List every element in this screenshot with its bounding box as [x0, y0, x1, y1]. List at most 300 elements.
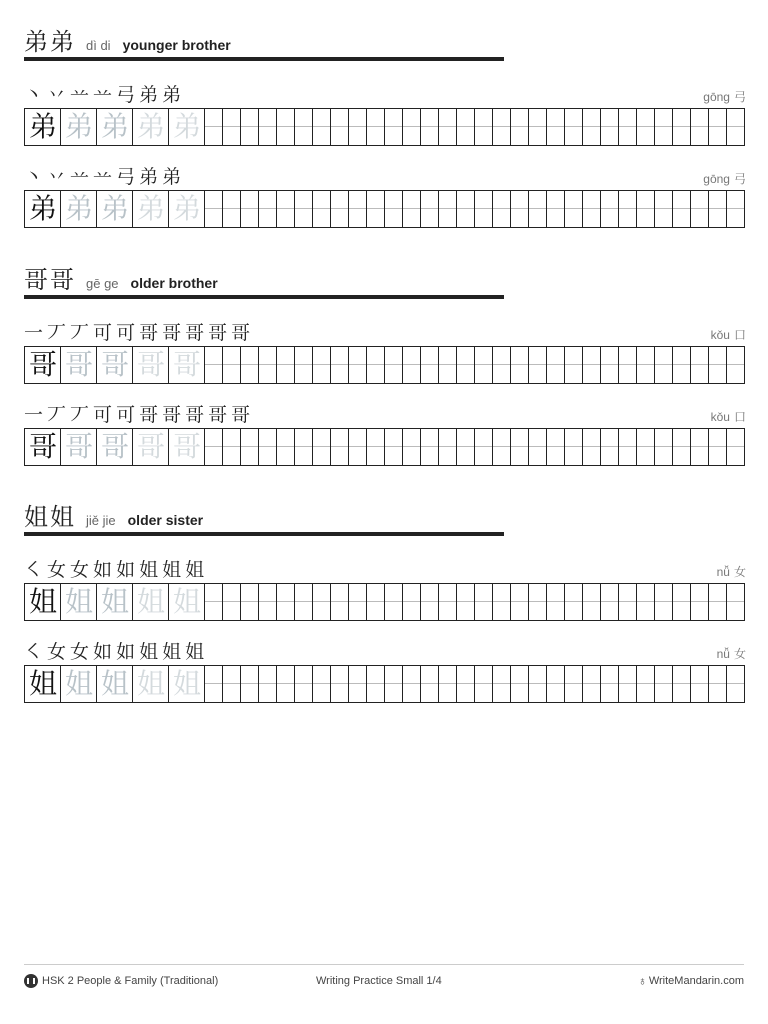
trace-cell[interactable] [133, 109, 169, 145]
stroke-step: 哥 [162, 321, 182, 344]
stroke-step: ㇛ [24, 640, 44, 663]
practice-cell[interactable] [673, 584, 691, 620]
radical-pinyin: nǚ [716, 565, 730, 579]
practice-cell[interactable] [313, 429, 331, 465]
practice-grid [24, 428, 745, 466]
trace-cell[interactable] [97, 666, 133, 702]
stroke-step: 女 [47, 640, 67, 663]
practice-cell[interactable] [601, 429, 619, 465]
trace-character: 哥 [172, 348, 201, 381]
stroke-step: 可 [116, 403, 136, 426]
practice-cell[interactable] [655, 191, 673, 227]
practice-cell[interactable] [259, 429, 277, 465]
practice-cell[interactable] [295, 191, 313, 227]
practice-cell[interactable] [439, 666, 457, 702]
practice-cell[interactable] [205, 109, 223, 145]
practice-cell[interactable] [367, 191, 385, 227]
practice-cell[interactable] [259, 191, 277, 227]
word-pinyin: dì di [86, 38, 111, 53]
trace-character: 哥 [64, 348, 93, 381]
practice-cell[interactable] [709, 584, 727, 620]
practice-cell[interactable] [385, 347, 403, 383]
practice-cell[interactable] [277, 191, 295, 227]
practice-cell[interactable] [547, 109, 565, 145]
practice-cell[interactable] [583, 109, 601, 145]
practice-cell[interactable] [727, 429, 745, 465]
stroke-step: 弓 [116, 83, 136, 106]
footer-divider [24, 964, 744, 965]
practice-cell[interactable] [457, 666, 475, 702]
trace-cell[interactable] [97, 347, 133, 383]
model-cell [25, 666, 61, 702]
practice-cell[interactable] [223, 109, 241, 145]
stroke-step: 如 [116, 558, 136, 581]
practice-cell[interactable] [385, 584, 403, 620]
model-cell [25, 347, 61, 383]
trace-cell[interactable] [133, 347, 169, 383]
stroke-step: 丶 [24, 165, 44, 188]
practice-cell[interactable] [259, 584, 277, 620]
stroke-step: 䒑 [70, 83, 90, 106]
practice-cell[interactable] [349, 109, 367, 145]
practice-cell[interactable] [511, 347, 529, 383]
practice-cell[interactable] [421, 584, 439, 620]
practice-cell[interactable] [331, 191, 349, 227]
practice-cell[interactable] [331, 666, 349, 702]
practice-cell[interactable] [439, 429, 457, 465]
practice-cell[interactable] [583, 584, 601, 620]
practice-cell[interactable] [277, 666, 295, 702]
practice-cell[interactable] [205, 584, 223, 620]
practice-cell[interactable] [691, 584, 709, 620]
practice-cell[interactable] [331, 429, 349, 465]
practice-cell[interactable] [637, 109, 655, 145]
practice-cell[interactable] [349, 584, 367, 620]
practice-cell[interactable] [385, 429, 403, 465]
footer-right [638, 974, 744, 988]
practice-grid [24, 665, 745, 703]
stroke-step: 丆 [70, 321, 90, 344]
practice-cell[interactable] [439, 191, 457, 227]
model-character: 哥 [28, 348, 57, 381]
practice-cell[interactable] [403, 191, 421, 227]
practice-cell[interactable] [367, 429, 385, 465]
practice-cell[interactable] [403, 347, 421, 383]
practice-cell[interactable] [691, 666, 709, 702]
stroke-step: 哥 [139, 403, 159, 426]
trace-cell[interactable] [169, 191, 205, 227]
word-header [24, 260, 218, 300]
practice-cell[interactable] [457, 584, 475, 620]
model-character: 哥 [28, 430, 57, 463]
practice-cell[interactable] [259, 109, 277, 145]
practice-cell[interactable] [241, 429, 259, 465]
practice-cell[interactable] [205, 347, 223, 383]
radical-pinyin: kǒu [710, 410, 730, 424]
practice-cell[interactable] [619, 191, 637, 227]
word-hanzi: 姐姐 [24, 503, 76, 531]
practice-cell[interactable] [709, 109, 727, 145]
practice-cell[interactable] [475, 191, 493, 227]
practice-cell[interactable] [511, 584, 529, 620]
practice-cell[interactable] [241, 347, 259, 383]
practice-cell[interactable] [673, 109, 691, 145]
model-character: 弟 [28, 110, 57, 143]
practice-cell[interactable] [709, 347, 727, 383]
trace-cell[interactable] [61, 429, 97, 465]
radical-pinyin: gōng [703, 90, 730, 104]
practice-cell[interactable] [583, 666, 601, 702]
practice-cell[interactable] [457, 347, 475, 383]
practice-cell[interactable] [583, 191, 601, 227]
radical-char: 女 [733, 565, 746, 579]
stroke-step: 如 [93, 558, 113, 581]
practice-cell[interactable] [565, 584, 583, 620]
trace-cell[interactable] [133, 666, 169, 702]
stroke-step: 一 [24, 321, 44, 344]
practice-cell[interactable] [367, 109, 385, 145]
practice-cell[interactable] [223, 191, 241, 227]
practice-cell[interactable] [511, 109, 529, 145]
word-hanzi: 哥哥 [24, 266, 76, 294]
practice-cell[interactable] [565, 191, 583, 227]
stroke-step: 丆 [47, 403, 67, 426]
practice-cell[interactable] [655, 666, 673, 702]
word-meaning: younger brother [122, 37, 231, 53]
practice-cell[interactable] [637, 429, 655, 465]
practice-cell[interactable] [367, 584, 385, 620]
practice-cell[interactable] [565, 429, 583, 465]
stroke-step: 如 [116, 640, 136, 663]
practice-cell[interactable] [475, 109, 493, 145]
practice-cell[interactable] [223, 584, 241, 620]
practice-cell[interactable] [565, 109, 583, 145]
practice-cell[interactable] [205, 666, 223, 702]
stroke-step: 弟 [139, 83, 159, 106]
practice-cell[interactable] [655, 429, 673, 465]
word-section [24, 22, 746, 232]
practice-cell[interactable] [241, 191, 259, 227]
radical-char: 弓 [733, 172, 746, 186]
practice-cell[interactable] [547, 429, 565, 465]
practice-cell[interactable] [421, 347, 439, 383]
practice-cell[interactable] [421, 429, 439, 465]
practice-cell[interactable] [475, 666, 493, 702]
practice-cell[interactable] [349, 191, 367, 227]
practice-cell[interactable] [475, 347, 493, 383]
practice-cell[interactable] [565, 347, 583, 383]
practice-cell[interactable] [493, 666, 511, 702]
stroke-step: 哥 [162, 403, 182, 426]
practice-cell[interactable] [259, 666, 277, 702]
practice-cell[interactable] [457, 109, 475, 145]
practice-cell[interactable] [439, 584, 457, 620]
trace-cell[interactable] [61, 666, 97, 702]
word-header [24, 22, 231, 62]
practice-cell[interactable] [223, 666, 241, 702]
practice-cell[interactable] [277, 429, 295, 465]
practice-cell[interactable] [727, 584, 745, 620]
stroke-step: 姐 [162, 640, 182, 663]
trace-cell[interactable] [97, 429, 133, 465]
practice-cell[interactable] [403, 429, 421, 465]
practice-cell[interactable] [349, 666, 367, 702]
practice-cell[interactable] [277, 584, 295, 620]
practice-cell[interactable] [691, 429, 709, 465]
practice-cell[interactable] [295, 429, 313, 465]
stroke-step: 哥 [139, 321, 159, 344]
practice-cell[interactable] [529, 191, 547, 227]
trace-cell[interactable] [97, 584, 133, 620]
trace-cell[interactable] [169, 429, 205, 465]
practice-cell[interactable] [493, 584, 511, 620]
practice-cell[interactable] [511, 666, 529, 702]
stroke-step: 丶 [24, 83, 44, 106]
practice-cell[interactable] [241, 584, 259, 620]
practice-cell[interactable] [421, 109, 439, 145]
practice-cell[interactable] [511, 191, 529, 227]
practice-cell[interactable] [385, 666, 403, 702]
footer-page-label: Writing Practice Small 1/4 [316, 975, 442, 987]
practice-cell[interactable] [637, 191, 655, 227]
practice-cell[interactable] [547, 666, 565, 702]
practice-cell[interactable] [565, 666, 583, 702]
practice-cell[interactable] [493, 429, 511, 465]
practice-cell[interactable] [529, 109, 547, 145]
practice-cell[interactable] [457, 191, 475, 227]
practice-cell[interactable] [241, 109, 259, 145]
radical-char: 女 [733, 647, 746, 661]
trace-cell[interactable] [133, 584, 169, 620]
practice-cell[interactable] [673, 666, 691, 702]
trace-cell[interactable] [169, 347, 205, 383]
stroke-step: 丆 [47, 321, 67, 344]
trace-character: 弟 [172, 192, 201, 225]
practice-cell[interactable] [295, 666, 313, 702]
practice-cell[interactable] [313, 347, 331, 383]
practice-cell[interactable] [349, 429, 367, 465]
trace-character: 姐 [64, 667, 93, 700]
model-cell [25, 584, 61, 620]
trace-cell[interactable] [97, 109, 133, 145]
stroke-step: 丆 [70, 403, 90, 426]
radical-pinyin: nǚ [716, 647, 730, 661]
practice-cell[interactable] [619, 109, 637, 145]
trace-character: 哥 [136, 430, 165, 463]
radical-char: 口 [733, 328, 746, 342]
practice-cell[interactable] [619, 584, 637, 620]
trace-cell[interactable] [97, 191, 133, 227]
practice-cell[interactable] [421, 666, 439, 702]
trace-character: 姐 [64, 585, 93, 618]
practice-cell[interactable] [367, 347, 385, 383]
stroke-step: 女 [70, 558, 90, 581]
practice-cell[interactable] [709, 191, 727, 227]
practice-cell[interactable] [547, 584, 565, 620]
practice-cell[interactable] [655, 584, 673, 620]
section-divider [24, 57, 504, 61]
practice-cell[interactable] [709, 666, 727, 702]
stroke-step: 可 [116, 321, 136, 344]
word-hanzi: 弟弟 [24, 28, 76, 56]
practice-cell[interactable] [403, 666, 421, 702]
practice-cell[interactable] [601, 347, 619, 383]
stroke-step: 䒑 [70, 165, 90, 188]
trace-cell[interactable] [61, 191, 97, 227]
trace-cell[interactable] [133, 191, 169, 227]
practice-cell[interactable] [529, 429, 547, 465]
practice-cell[interactable] [493, 191, 511, 227]
trace-cell[interactable] [169, 109, 205, 145]
practice-cell[interactable] [673, 347, 691, 383]
stroke-step: 可 [93, 321, 113, 344]
stroke-step: 哥 [208, 403, 228, 426]
practice-cell[interactable] [619, 347, 637, 383]
practice-cell[interactable] [583, 429, 601, 465]
practice-cell[interactable] [583, 347, 601, 383]
stroke-step: 哥 [185, 403, 205, 426]
practice-cell[interactable] [529, 666, 547, 702]
stroke-step: 䒑 [93, 165, 113, 188]
practice-cell[interactable] [601, 584, 619, 620]
trace-cell[interactable] [169, 666, 205, 702]
practice-cell[interactable] [421, 191, 439, 227]
practice-cell[interactable] [223, 347, 241, 383]
practice-cell[interactable] [385, 109, 403, 145]
trace-character: 姐 [172, 585, 201, 618]
practice-cell[interactable] [475, 584, 493, 620]
stroke-step: 弟 [139, 165, 159, 188]
practice-cell[interactable] [727, 347, 745, 383]
practice-cell[interactable] [439, 347, 457, 383]
practice-cell[interactable] [313, 191, 331, 227]
practice-cell[interactable] [295, 584, 313, 620]
stroke-step: 丷 [47, 83, 67, 106]
section-divider [24, 295, 504, 299]
practice-cell[interactable] [367, 666, 385, 702]
practice-cell[interactable] [529, 584, 547, 620]
stroke-order-row [24, 162, 185, 188]
practice-cell[interactable] [493, 109, 511, 145]
practice-cell[interactable] [691, 109, 709, 145]
practice-cell[interactable] [601, 666, 619, 702]
radical-label [711, 326, 746, 343]
stroke-step: 姐 [185, 558, 205, 581]
practice-cell[interactable] [223, 429, 241, 465]
practice-cell[interactable] [295, 109, 313, 145]
word-section [24, 260, 746, 470]
stroke-step: 女 [47, 558, 67, 581]
model-cell [25, 191, 61, 227]
practice-cell[interactable] [619, 666, 637, 702]
practice-cell[interactable] [439, 109, 457, 145]
practice-cell[interactable] [601, 191, 619, 227]
practice-cell[interactable] [277, 347, 295, 383]
practice-cell[interactable] [709, 429, 727, 465]
practice-cell[interactable] [637, 347, 655, 383]
practice-cell[interactable] [529, 347, 547, 383]
practice-cell[interactable] [493, 347, 511, 383]
practice-cell[interactable] [313, 584, 331, 620]
practice-cell[interactable] [295, 347, 313, 383]
stroke-step: 姐 [139, 640, 159, 663]
practice-cell[interactable] [349, 347, 367, 383]
practice-cell[interactable] [277, 109, 295, 145]
trace-cell[interactable] [61, 109, 97, 145]
footer-left [24, 974, 218, 988]
practice-cell[interactable] [403, 109, 421, 145]
trace-cell[interactable] [169, 584, 205, 620]
practice-cell[interactable] [205, 429, 223, 465]
practice-cell[interactable] [331, 584, 349, 620]
trace-character: 姐 [100, 667, 129, 700]
stroke-step: 哥 [208, 321, 228, 344]
word-section [24, 497, 746, 707]
practice-cell[interactable] [205, 191, 223, 227]
practice-cell[interactable] [727, 109, 745, 145]
practice-cell[interactable] [547, 347, 565, 383]
practice-cell[interactable] [475, 429, 493, 465]
practice-cell[interactable] [331, 109, 349, 145]
practice-cell[interactable] [457, 429, 475, 465]
practice-cell[interactable] [601, 109, 619, 145]
practice-cell[interactable] [403, 584, 421, 620]
radical-pinyin: gōng [703, 172, 730, 186]
practice-cell[interactable] [619, 429, 637, 465]
practice-cell[interactable] [547, 191, 565, 227]
model-character: 姐 [28, 667, 57, 700]
practice-cell[interactable] [655, 347, 673, 383]
practice-cell[interactable] [313, 666, 331, 702]
practice-cell[interactable] [385, 191, 403, 227]
practice-cell[interactable] [727, 666, 745, 702]
stroke-step: 弓 [116, 165, 136, 188]
stroke-order-row [24, 555, 208, 581]
word-header [24, 497, 203, 537]
footer-course-title: HSK 2 People & Family (Traditional) [42, 975, 219, 987]
practice-cell[interactable] [331, 347, 349, 383]
trace-character: 哥 [136, 348, 165, 381]
practice-grid [24, 346, 745, 384]
practice-cell[interactable] [313, 109, 331, 145]
practice-cell[interactable] [691, 347, 709, 383]
practice-cell[interactable] [637, 666, 655, 702]
radical-label [703, 88, 746, 105]
stroke-order-row [24, 637, 208, 663]
practice-cell[interactable] [241, 666, 259, 702]
practice-grid [24, 108, 745, 146]
practice-cell[interactable] [673, 191, 691, 227]
stroke-step: 哥 [231, 403, 251, 426]
practice-cell[interactable] [655, 109, 673, 145]
model-character: 姐 [28, 585, 57, 618]
word-pinyin: jiě jie [86, 513, 116, 528]
stroke-step: 姐 [139, 558, 159, 581]
trace-cell[interactable] [61, 347, 97, 383]
practice-cell[interactable] [673, 429, 691, 465]
stroke-step: 可 [93, 403, 113, 426]
practice-cell[interactable] [637, 584, 655, 620]
trace-cell[interactable] [133, 429, 169, 465]
radical-label [717, 563, 746, 580]
trace-character: 弟 [64, 192, 93, 225]
practice-cell[interactable] [691, 191, 709, 227]
radical-char: 口 [733, 410, 746, 424]
practice-cell[interactable] [259, 347, 277, 383]
practice-cell[interactable] [511, 429, 529, 465]
trace-cell[interactable] [61, 584, 97, 620]
practice-cell[interactable] [727, 191, 745, 227]
